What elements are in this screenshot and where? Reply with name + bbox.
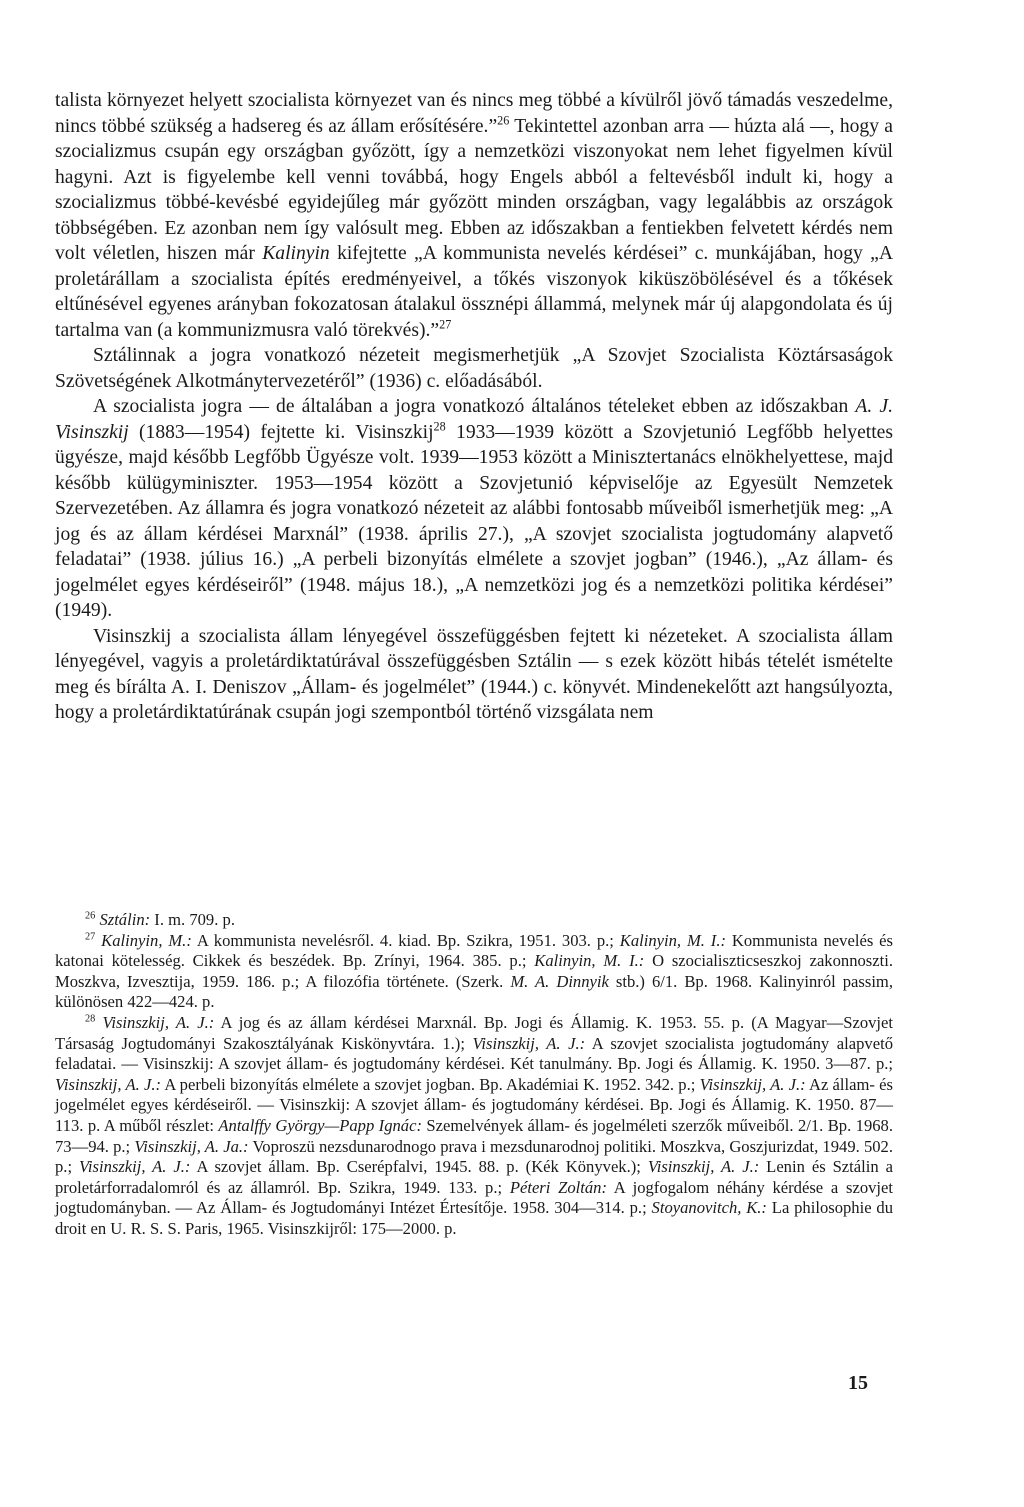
text-run: Lenin és Sztálin a proletárforradalomról és az államról. Bp. Szikra, 1949. 133. p.; [55, 1157, 893, 1197]
text-run: kifejtette „A kommunista nevelés kérdései” c. munkájában, hogy „A proletárállam a szocialista építés eredményeivel, a tőkés viszonyok kiküszöbölésével és a tőkések eltűnésével egyenes arányban fokozatosan átalakul össznépi állammá, melynek már új alapgondolata és új tartalma van (a kommunizmusra való törekvés).” [55, 243, 893, 341]
text-run: stb.) 6/1. Bp. 1968. Kalinyinról passim, különösen 422—424. p. [55, 971, 893, 1012]
footnote-28 [55, 1013, 893, 1240]
text-run: Az állam- és jogelmélet egyes kérdéseiről. — Visinszkij: A szovjet állam- és jogtudomány kérdései. Bp. Jogi és Államig. K. 1950. 87—113. p. A műből részlet: [55, 1074, 893, 1135]
text-run: Kommunista nevelés és katonai kötelesség. Cikkek és beszédek. Bp. Zrínyi, 1964. 385. p.; [55, 930, 893, 971]
page-number: 15 [848, 1372, 868, 1394]
italic-name: Kalinyin [262, 243, 330, 264]
italic-name: Visinszkij, A. Ja.: [134, 1136, 249, 1156]
italic-name: Visinszkij, A. J.: [699, 1074, 806, 1094]
text-run: (1883—1954) fejtette ki. Visinszkij [128, 421, 434, 443]
text-run: O szocialiszticseszkoj zakonnoszti. Moszkva, Izvesztija, 1959. 186. p.; A filozófia története. (Szerk. [55, 951, 893, 991]
italic-name: Kalinyin, M.: [101, 930, 192, 950]
footnote-number: 28 [85, 1013, 96, 1025]
text-run: A szovjet szocialista jogtudomány alapvető feladatai. — Visinszkij: A szovjet állam- és jogtudomány kérdései. Két tanulmány. Bp. Jogi és Államig. K. 1950. 3—87. p.; [55, 1033, 893, 1074]
footnote-number: 26 [85, 910, 96, 922]
text-run: A perbeli bizonyítás elmélete a szovjet jogban. Bp. Akadémiai K. 1952. 342. p.; [161, 1074, 700, 1094]
text-run: A kommunista nevelésről. 4. kiad. Bp. Szikra, 1951. 303. p.; [191, 930, 620, 950]
text-run: Tekintettel azonban arra — húzta alá —, hogy a szocializmus csupán egy országban győzött, így a nemzetközi viszonyokat nem lehet figyelmen kívül hagyni. Azt is figyelembe kell venni továbbá, hogy Engels abból a feltevésből indult ki, hogy a szocializmus többé-kevésbé egyidejűleg már győzött minden országban, vagy legalábbis az országok többségében. Ez azonban nem így valósult meg. Ebben az időszakban a fentiekben felvetett kérdés nem volt véletlen, hiszen már [55, 115, 893, 264]
text-run: A szovjet állam. Bp. Cserépfalvi, 1945. 88. p. (Kék Könyvek.); [190, 1157, 648, 1177]
footnotes [55, 910, 893, 1240]
text-run: La philosophie du droit en U. R. S. S. Paris, 1965. Visinszkijről: 175—2000. p. [55, 1198, 894, 1238]
paragraph-2: Sztálinnak a jogra vonatkozó nézeteit megismerhetjük „A Szovjet Szocialista Köztársaságok Szövetségének Alkotmánytervezetéről” (1936) c. előadásából. [55, 345, 893, 392]
text-run: A jogfogalom néhány kérdése a szovjet jogtudományban. — Az Állam- és Jogtudományi Intézet Értesítője. 1958. 304—314. p.; [55, 1177, 893, 1218]
text-run: A szocialista jogra — de általában a jogra vonatkozó általános tételeket ebben az időszakban [93, 396, 856, 417]
italic-name: Antalffy György—Papp Ignác: [218, 1115, 422, 1135]
italic-name: A. J. Visinszkij [55, 396, 893, 443]
footnote-ref-27: 27 [439, 316, 452, 331]
main-text [55, 88, 893, 726]
text-run: talista környezet helyett szocialista környezet van és nincs meg többé a kívülről jövő támadás veszedelme, nincs többé szükség a hadsereg és az állam erősítésére.” [55, 90, 893, 137]
paragraph-1 [55, 88, 893, 343]
book-page [55, 88, 894, 1238]
footnote-number: 27 [85, 931, 96, 943]
text-run: A jog és az állam kérdései Marxnál. Bp. Jogi és Államig. K. 1953. 55. p. (A Magyar—Szovjet Társaság Jogtudományi Szakosztályának Kiskönyvtára. 1.); [55, 1012, 893, 1053]
italic-name: Visinszkij, A. J.: [102, 1012, 215, 1032]
italic-name: Sztálin: [99, 910, 151, 929]
italic-name: Visinszkij, A. J.: [472, 1033, 586, 1053]
paragraph-3 [55, 394, 893, 624]
footnote-26 [55, 910, 893, 931]
footnote-ref-26: 26 [497, 112, 510, 127]
paragraph-4: Visinszkij a szocialista állam lényegével összefüggésben fejtett ki nézeteket. A szocialista állam lényegével, vagyis a proletárdiktatúrával összefüggésben Sztálin — s ezek között hibás tételét ismételte meg és bírálta A. I. Deniszov „Állam- és jogelmélet” (1944.) c. könyvét. Mindenekelőtt azt hangsúlyozta, hogy a proletárdiktatúrának csupán jogi szempontból történő vizsgálata nem [55, 625, 893, 723]
footnote-ref-28: 28 [433, 418, 446, 433]
italic-name: Kalinyin, M. I.: [619, 930, 727, 950]
italic-name: Visinszkij, A. J.: [647, 1157, 760, 1177]
italic-name: Visinszkij, A. J.: [79, 1157, 191, 1177]
italic-name: Kalinyin, M. I.: [534, 951, 645, 971]
text-run: Szemelvények állam- és jogelméleti szerzők műveiből. 2/1. Bp. 1968. 73—94. p.; [55, 1115, 893, 1156]
italic-name: M. A. Dinnyik [510, 971, 609, 991]
text-run: Voproszü nezsdunarodnogo prava i mezsdunarodnoj politiki. Moszkva, Goszjurizdat, 1949. 502. p.; [55, 1136, 893, 1177]
text-run: 1933—1939 között a Szovjetunió Legfőbb helyettes ügyésze, majd később Legfőbb Ügyésze volt. 1939—1953 között a Minisztertanács elnökhelyettese, majd később külügyminiszter. 1953—1954 között a Szovjetunió képviselője az Egyesült Nemzetek Szervezetében. Az államra és jogra vonatkozó nézeteit az alábbi fontosabb műveiből ismerhetjük meg: „A jog és az állam kérdései Marxnál” (1938. április 27.), „A szovjet szocialista jogtudomány alapvető feladatai” (1938. július 16.) „A perbeli bizonyítás elmélete a szovjet jogban” (1946.), „Az állam- és jogelmélet egyes kérdéseiről” (1948. május 18.), „A nemzetközi jog és a nemzetközi politika kérdései” (1949). [55, 421, 893, 621]
text-run: I. m. 709. p. [150, 910, 235, 929]
italic-name: Péteri Zoltán: [509, 1177, 607, 1197]
italic-name: Visinszkij, A. J.: [55, 1074, 162, 1094]
footnote-27 [55, 931, 893, 1013]
italic-name: Stoyanovitch, K.: [651, 1198, 767, 1218]
